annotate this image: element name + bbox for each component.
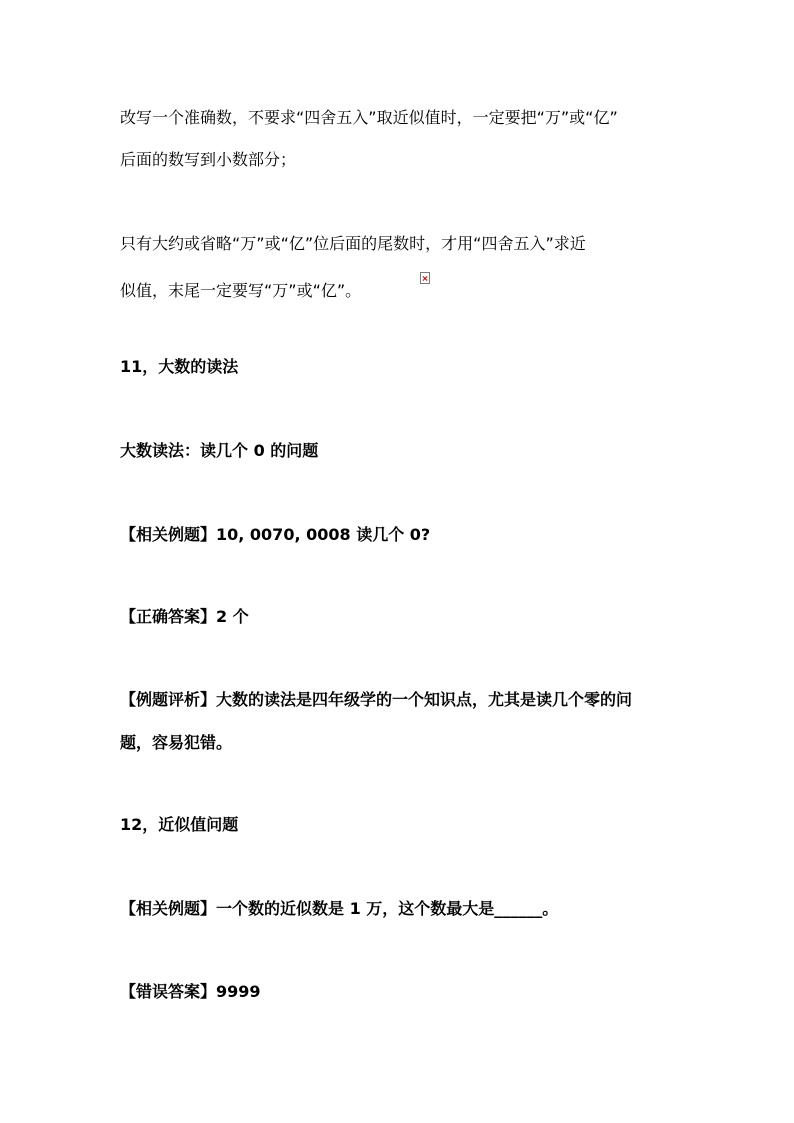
analysis-11-line-2: 题，容易犯错。 xyxy=(120,733,233,752)
example-11: 【相关例题】10, 0070, 0008 读几个 0? xyxy=(120,525,431,544)
correct-answer-11: 【正确答案】2 个 xyxy=(120,607,249,626)
broken-image-icon xyxy=(420,272,430,284)
reading-rule-text: 大数读法：读几个 0 的问题 xyxy=(120,441,319,460)
section-heading-11: 11，大数的读法 xyxy=(120,357,239,376)
analysis-11-line-1: 【例题评析】大数的读法是四年级学的一个知识点，尤其是读几个零的问 xyxy=(120,690,633,709)
paragraph-approx-rule-line-2: 后面的数写到小数部分； xyxy=(120,150,297,169)
paragraph-rounding-rule-line-2: 似值，末尾一定要写“万”或“亿”。 xyxy=(120,281,362,300)
section-heading-12: 12，近似值问题 xyxy=(120,815,239,834)
wrong-answer-12: 【错误答案】9999 xyxy=(120,982,261,1001)
example-12: 【相关例题】一个数的近似数是 1 万，这个数最大是______。 xyxy=(120,899,559,918)
paragraph-rounding-rule-line-1: 只有大约或省略“万”或“亿”位后面的尾数时，才用“四舍五入”求近 xyxy=(120,234,586,253)
paragraph-approx-rule-line-1: 改写一个准确数，不要求“四舍五入”取近似值时，一定要把“万”或“亿” xyxy=(120,108,618,127)
